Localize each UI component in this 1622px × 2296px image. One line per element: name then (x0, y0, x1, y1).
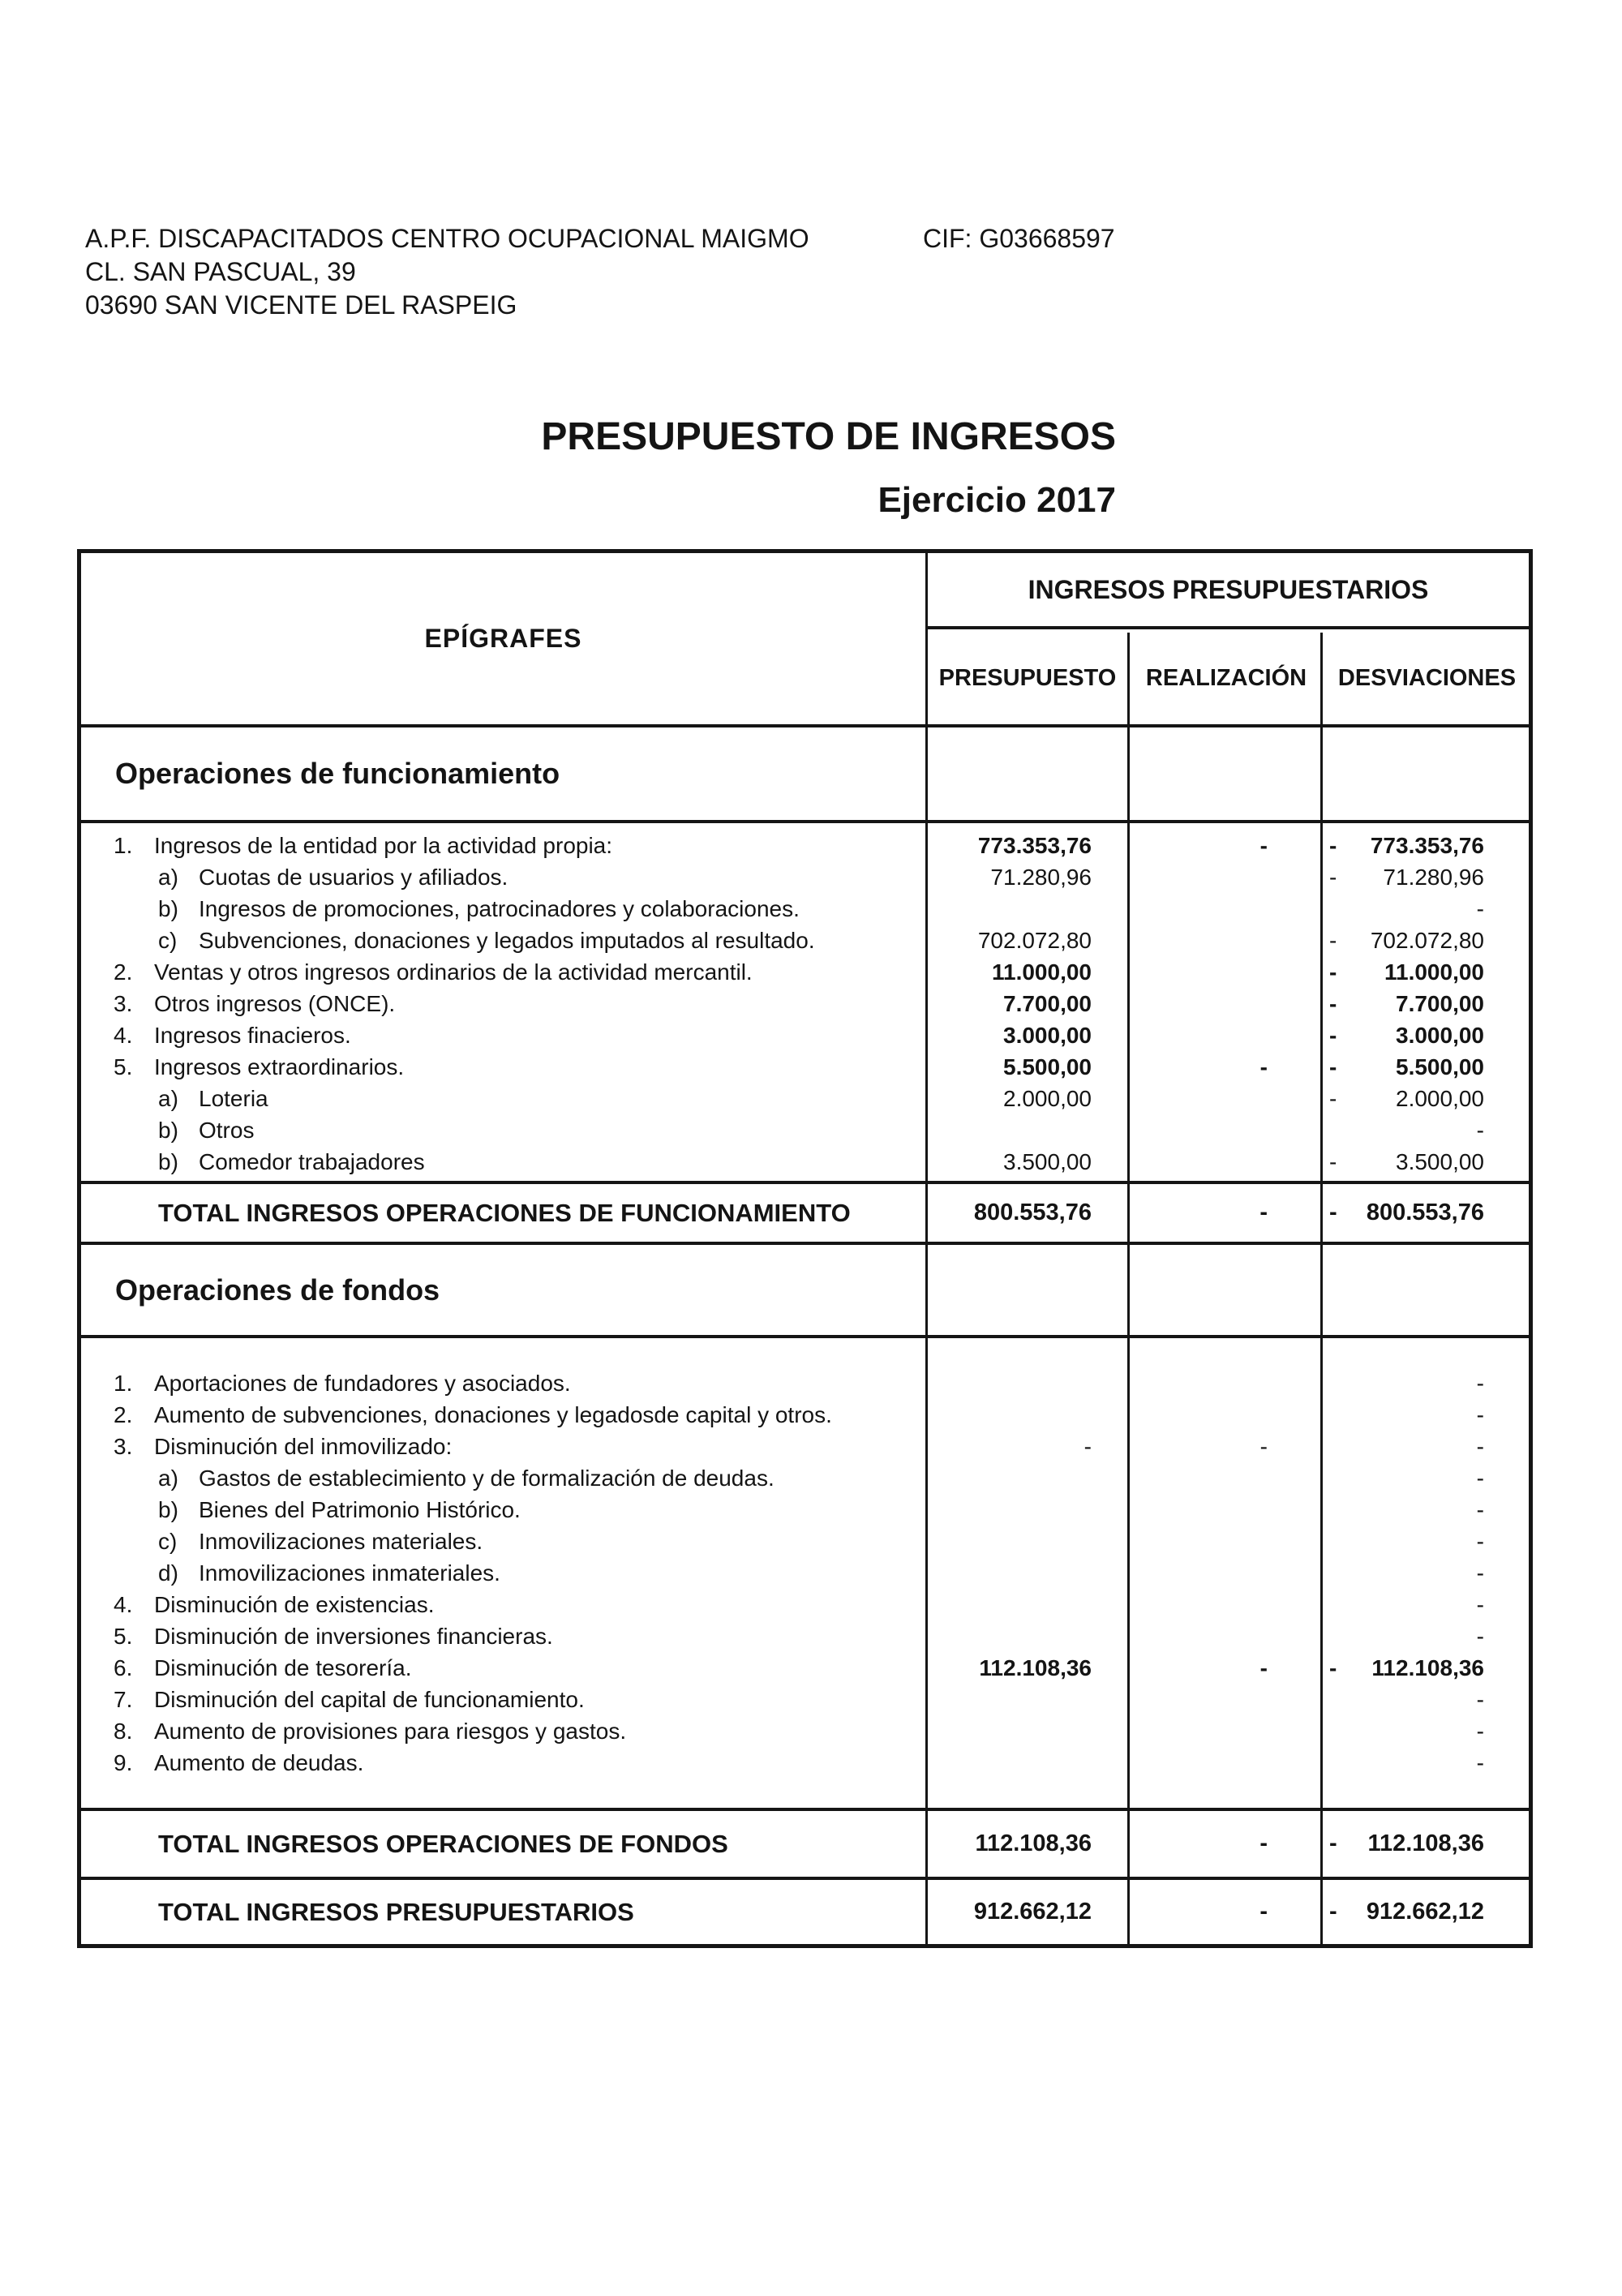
presupuesto-value: - (1083, 1433, 1092, 1459)
cell-epigrafe (81, 1494, 928, 1526)
realizacion-value: - (1259, 1830, 1268, 1856)
desviaciones-value: 3.000,00 (1396, 1022, 1484, 1048)
cell-realizacion (1130, 1083, 1323, 1114)
cell-realizacion (1130, 1051, 1323, 1083)
grand-total-label: TOTAL INGRESOS PRESUPUESTARIOS (158, 1897, 634, 1926)
col-group-header-ingresos-presupuestarios: INGRESOS PRESUPUESTARIOS (928, 553, 1529, 629)
row-label: Disminución de tesorería. (154, 1654, 412, 1680)
row-number: 4. (114, 1591, 133, 1617)
row-number: 5. (114, 1623, 133, 1649)
row-label: Inmovilizaciones inmateriales. (199, 1560, 500, 1586)
desviaciones-dash: - (1329, 990, 1337, 1016)
presupuesto-value: 112.108,36 (975, 1830, 1092, 1856)
total-label: TOTAL INGRESOS OPERACIONES DE FUNCIONAMIENTO (158, 1198, 851, 1227)
cell-epigrafe (81, 1589, 928, 1620)
cell-desviaciones (1323, 1715, 1529, 1747)
total-label: TOTAL INGRESOS OPERACIONES DE FONDOS (158, 1829, 728, 1858)
cell-presupuesto (928, 1184, 1130, 1242)
cell-desviaciones (1323, 1526, 1529, 1557)
cell-desviaciones (1323, 1620, 1529, 1652)
cell-desviaciones (1323, 893, 1529, 925)
row-label: Otros ingresos (ONCE). (154, 990, 396, 1016)
cell-desviaciones (1323, 1083, 1529, 1114)
cell-realizacion (1130, 1880, 1323, 1944)
cell-desviaciones (1323, 1652, 1529, 1684)
cell-realizacion (1130, 1747, 1323, 1779)
table-row (81, 1083, 1529, 1114)
realizacion-value: - (1259, 1899, 1268, 1925)
cell-presupuesto (928, 1051, 1130, 1083)
row-label: Bienes del Patrimonio Histórico. (199, 1496, 521, 1522)
column-divider (925, 1245, 928, 1335)
cell-presupuesto (928, 1146, 1130, 1178)
desviaciones-value: 3.500,00 (1396, 1148, 1484, 1174)
presupuesto-value: 2.000,00 (1003, 1085, 1092, 1111)
cell-epigrafe (81, 1146, 928, 1178)
column-divider (1127, 823, 1130, 1181)
row-number: 5. (114, 1054, 133, 1079)
table-row (81, 1051, 1529, 1083)
table-row (81, 1557, 1529, 1589)
realizacion-value: - (1259, 832, 1268, 858)
cell-presupuesto (928, 956, 1130, 988)
row-number: 7. (114, 1686, 133, 1712)
cell-realizacion (1130, 1114, 1323, 1146)
cell-epigrafe (81, 1367, 928, 1399)
cell-presupuesto (928, 1431, 1130, 1462)
cell-realizacion (1130, 1462, 1323, 1494)
cell-epigrafe (81, 1747, 928, 1779)
desviaciones-value: 112.108,36 (1367, 1830, 1484, 1856)
cell-presupuesto (928, 861, 1130, 893)
cell-realizacion (1130, 988, 1323, 1019)
row-number: c) (158, 1528, 178, 1554)
presupuesto-value: 912.662,12 (973, 1899, 1092, 1925)
row-number: b) (158, 1496, 178, 1522)
desviaciones-value: - (1476, 1370, 1484, 1396)
cell-epigrafe (81, 861, 928, 893)
desviaciones-value: 702.072,80 (1370, 927, 1484, 953)
row-number: 8. (114, 1718, 133, 1744)
row-label: Disminución del inmovilizado: (154, 1433, 453, 1459)
cell-realizacion (1130, 956, 1323, 988)
desviaciones-value: - (1476, 1401, 1484, 1427)
cell-realizacion (1130, 1399, 1323, 1431)
realizacion-value: - (1259, 1199, 1268, 1225)
row-number: 3. (114, 990, 133, 1016)
table-row (81, 1462, 1529, 1494)
cell-epigrafe (81, 988, 928, 1019)
cell-presupuesto (928, 1494, 1130, 1526)
column-divider (1127, 1184, 1130, 1242)
cell-epigrafe (81, 1526, 928, 1557)
row-label: Cuotas de usuarios y afiliados. (199, 864, 508, 890)
cell-presupuesto (928, 830, 1130, 861)
cell-realizacion (1130, 1652, 1323, 1684)
presupuesto-value: 3.500,00 (1003, 1148, 1092, 1174)
table-row (81, 1747, 1529, 1779)
row-label: Disminución del capital de funcionamiento. (154, 1686, 585, 1712)
row-number: 4. (114, 1022, 133, 1048)
desviaciones-value: 912.662,12 (1366, 1899, 1484, 1925)
column-divider (925, 1880, 928, 1944)
row-label: Otros (199, 1117, 255, 1143)
cell-epigrafe (81, 1051, 928, 1083)
cell-desviaciones (1323, 1114, 1529, 1146)
row-number: b) (158, 1148, 178, 1174)
row-label: Ingresos finacieros. (154, 1022, 351, 1048)
table-row (81, 1715, 1529, 1747)
row-label: Aumento de provisiones para riesgos y gastos. (154, 1718, 627, 1744)
desviaciones-value: 112.108,36 (1371, 1654, 1484, 1680)
desviaciones-dash: - (1329, 864, 1337, 890)
row-label: Disminución de inversiones financieras. (154, 1623, 553, 1649)
section-body-block (81, 823, 1529, 1184)
row-label: Subvenciones, donaciones y legados imputados al resultado. (199, 927, 815, 953)
cell-realizacion (1130, 1715, 1323, 1747)
cell-presupuesto (928, 1811, 1130, 1877)
grand-total-row (81, 1880, 1529, 1944)
cell-realizacion (1130, 1019, 1323, 1051)
row-number: 2. (114, 959, 133, 985)
desviaciones-value: - (1476, 1718, 1484, 1744)
desviaciones-value: 773.353,76 (1370, 832, 1484, 858)
section-total-row (81, 1184, 1529, 1245)
col-header-desviaciones: DESVIACIONES (1337, 665, 1517, 691)
table-row (81, 1367, 1529, 1399)
row-label: Ingresos de la entidad por la actividad propia: (154, 832, 613, 858)
section-body-block (81, 1338, 1529, 1811)
row-label: Comedor trabajadores (199, 1148, 425, 1174)
document-title-block (541, 414, 1116, 520)
page-title: PRESUPUESTO DE INGRESOS (541, 415, 1116, 458)
cell-epigrafe (81, 1557, 928, 1589)
section-total-row (81, 1811, 1529, 1880)
cell-presupuesto (928, 925, 1130, 956)
desviaciones-value: - (1476, 1433, 1484, 1459)
row-number: 1. (114, 832, 133, 858)
cell-desviaciones (1323, 1051, 1529, 1083)
row-label: Ingresos de promociones, patrocinadores y colaboraciones. (199, 895, 800, 921)
presupuesto-value: 5.500,00 (1003, 1054, 1092, 1079)
row-label: Ventas y otros ingresos ordinarios de la actividad mercantil. (154, 959, 753, 985)
desviaciones-dash: - (1329, 832, 1337, 858)
page-subtitle: Ejercicio 2017 (878, 480, 1116, 520)
cell-desviaciones (1323, 1399, 1529, 1431)
column-divider (925, 1338, 928, 1808)
cell-realizacion (1130, 1431, 1323, 1462)
table-rows (81, 727, 1529, 1944)
column-divider (1320, 1811, 1323, 1877)
cell-presupuesto (928, 1399, 1130, 1431)
table-row (81, 1684, 1529, 1715)
cell-desviaciones (1323, 1589, 1529, 1620)
cell-epigrafe (81, 956, 928, 988)
cell-realizacion (1130, 1811, 1323, 1877)
table-subheader (928, 633, 1529, 724)
column-divider (1320, 727, 1323, 820)
desviaciones-value: 5.500,00 (1396, 1054, 1484, 1079)
realizacion-value: - (1259, 1654, 1268, 1680)
table-row (81, 1589, 1529, 1620)
column-divider (1320, 633, 1323, 724)
cell-desviaciones (1323, 1367, 1529, 1399)
org-address-street: CL. SAN PASCUAL, 39 (85, 257, 356, 286)
table-row (81, 988, 1529, 1019)
cell-realizacion (1130, 1526, 1323, 1557)
desviaciones-dash: - (1329, 1085, 1337, 1111)
column-divider (1127, 727, 1130, 820)
row-number: d) (158, 1560, 178, 1586)
presupuesto-value: 7.700,00 (1003, 990, 1092, 1016)
cell-presupuesto (928, 1462, 1130, 1494)
cell-presupuesto (928, 988, 1130, 1019)
cell-desviaciones (1323, 1747, 1529, 1779)
column-divider (1127, 633, 1130, 724)
desviaciones-value: 7.700,00 (1396, 990, 1484, 1016)
letterhead-line-1 (85, 222, 1115, 255)
row-number: 3. (114, 1433, 133, 1459)
cell-presupuesto (928, 1620, 1130, 1652)
cell-epigrafe (81, 1684, 928, 1715)
section-title: Operaciones de fondos (115, 1272, 440, 1307)
row-number: 2. (114, 1401, 133, 1427)
row-label: Gastos de establecimiento y de formalización de deudas. (199, 1465, 775, 1491)
cell-epigrafe (81, 1620, 928, 1652)
cell-presupuesto (928, 1747, 1130, 1779)
table-row (81, 1620, 1529, 1652)
row-label: Disminución de existencias. (154, 1591, 435, 1617)
cell-realizacion (1130, 1557, 1323, 1589)
cell-presupuesto (928, 1557, 1130, 1589)
cell-epigrafe (81, 1083, 928, 1114)
cell-desviaciones (1323, 830, 1529, 861)
presupuesto-value: 3.000,00 (1003, 1022, 1092, 1048)
desviaciones-dash: - (1329, 1654, 1337, 1680)
cell-desviaciones (1323, 1811, 1529, 1877)
cell-desviaciones (1323, 956, 1529, 988)
desviaciones-value: 2.000,00 (1396, 1085, 1484, 1111)
row-label: Aumento de subvenciones, donaciones y legadosde capital y otros. (154, 1401, 832, 1427)
row-number: 1. (114, 1370, 133, 1396)
desviaciones-dash: - (1329, 927, 1337, 953)
presupuesto-value: 112.108,36 (979, 1654, 1092, 1680)
row-label: Ingresos extraordinarios. (154, 1054, 405, 1079)
table-row (81, 925, 1529, 956)
desviaciones-value: - (1476, 1686, 1484, 1712)
cell-desviaciones (1323, 1494, 1529, 1526)
desviaciones-value: - (1476, 1117, 1484, 1143)
row-number: b) (158, 1117, 178, 1143)
cell-presupuesto (928, 1652, 1130, 1684)
desviaciones-dash: - (1329, 1199, 1337, 1225)
cell-realizacion (1130, 1367, 1323, 1399)
row-number: a) (158, 1085, 178, 1111)
column-divider (1127, 1338, 1130, 1808)
cell-epigrafe (81, 1652, 928, 1684)
desviaciones-dash: - (1329, 1022, 1337, 1048)
cell-desviaciones (1323, 1880, 1529, 1944)
cell-presupuesto (928, 1367, 1130, 1399)
row-label: Aportaciones de fundadores y asociados. (154, 1370, 571, 1396)
cell-presupuesto (928, 1019, 1130, 1051)
cell-epigrafe (81, 1114, 928, 1146)
desviaciones-value: 800.553,76 (1366, 1199, 1484, 1225)
column-divider (1320, 1880, 1323, 1944)
cell-realizacion (1130, 1589, 1323, 1620)
cell-presupuesto (928, 1715, 1130, 1747)
table-row (81, 830, 1529, 861)
col-header-realizacion: REALIZACIÓN (1145, 665, 1307, 691)
cell-desviaciones (1323, 1146, 1529, 1178)
table-row (81, 956, 1529, 988)
desviaciones-value: - (1476, 1749, 1484, 1775)
cell-realizacion (1130, 893, 1323, 925)
row-label: Loteria (199, 1085, 268, 1111)
budget-table (77, 549, 1533, 1948)
cell-presupuesto (928, 1526, 1130, 1557)
cell-realizacion (1130, 1146, 1323, 1178)
desviaciones-value: - (1476, 1496, 1484, 1522)
cell-epigrafe (81, 830, 928, 861)
cell-desviaciones (1323, 988, 1529, 1019)
realizacion-value: - (1259, 1054, 1268, 1079)
cell-desviaciones (1323, 1431, 1529, 1462)
table-row (81, 1526, 1529, 1557)
col-header-presupuesto: PRESUPUESTO (938, 665, 1117, 691)
desviaciones-dash: - (1329, 1899, 1337, 1925)
cell-epigrafe (81, 1019, 928, 1051)
desviaciones-dash: - (1329, 1054, 1337, 1079)
column-divider (1127, 1880, 1130, 1944)
column-divider (1320, 1338, 1323, 1808)
presupuesto-value: 702.072,80 (977, 927, 1092, 953)
desviaciones-value: - (1476, 895, 1484, 921)
cell-realizacion (1130, 861, 1323, 893)
cell-realizacion (1130, 1184, 1323, 1242)
row-number: b) (158, 895, 178, 921)
cell-epigrafe (81, 893, 928, 925)
desviaciones-value: - (1476, 1465, 1484, 1491)
column-divider (925, 823, 928, 1181)
column-divider (1127, 1245, 1130, 1335)
table-row (81, 1494, 1529, 1526)
cell-presupuesto (928, 1589, 1130, 1620)
table-row (81, 1431, 1529, 1462)
column-divider (1320, 823, 1323, 1181)
presupuesto-value: 71.280,96 (990, 864, 1092, 890)
desviaciones-dash: - (1329, 1148, 1337, 1174)
row-number: 9. (114, 1749, 133, 1775)
desviaciones-dash: - (1329, 1830, 1337, 1856)
org-cif: CIF: G03668597 (923, 224, 1115, 253)
table-row (81, 1146, 1529, 1178)
desviaciones-value: - (1476, 1528, 1484, 1554)
cell-desviaciones (1323, 861, 1529, 893)
row-number: a) (158, 864, 178, 890)
table-row (81, 1019, 1529, 1051)
table-header (81, 553, 1529, 727)
column-divider (925, 1811, 928, 1877)
cell-desviaciones (1323, 1557, 1529, 1589)
cell-epigrafe (81, 925, 928, 956)
row-label: Inmovilizaciones materiales. (199, 1528, 483, 1554)
column-divider (1320, 1184, 1323, 1242)
cell-realizacion (1130, 1494, 1323, 1526)
table-row (81, 861, 1529, 893)
cell-desviaciones (1323, 1184, 1529, 1242)
cell-epigrafe (81, 1462, 928, 1494)
column-divider (1320, 1245, 1323, 1335)
col-header-epigrafes: EPÍGRAFES (424, 624, 582, 653)
presupuesto-value: 773.353,76 (977, 832, 1092, 858)
table-row (81, 1652, 1529, 1684)
row-number: a) (158, 1465, 178, 1491)
table-row (81, 1399, 1529, 1431)
cell-desviaciones (1323, 1684, 1529, 1715)
desviaciones-value: - (1476, 1560, 1484, 1586)
cell-presupuesto (928, 1114, 1130, 1146)
cell-presupuesto (928, 1083, 1130, 1114)
org-name: A.P.F. DISCAPACITADOS CENTRO OCUPACIONAL MAIGMO (85, 224, 809, 253)
presupuesto-value: 800.553,76 (973, 1199, 1092, 1225)
presupuesto-value: 11.000,00 (991, 959, 1092, 985)
desviaciones-value: - (1476, 1623, 1484, 1649)
cell-desviaciones (1323, 1462, 1529, 1494)
cell-presupuesto (928, 1880, 1130, 1944)
cell-epigrafe (81, 1399, 928, 1431)
column-divider (925, 727, 928, 820)
desviaciones-value: - (1476, 1591, 1484, 1617)
desviaciones-value: 11.000,00 (1384, 959, 1484, 985)
cell-presupuesto (928, 1684, 1130, 1715)
cell-desviaciones (1323, 925, 1529, 956)
desviaciones-value: 71.280,96 (1383, 864, 1484, 890)
cell-realizacion (1130, 830, 1323, 861)
row-number: c) (158, 927, 178, 953)
table-row (81, 893, 1529, 925)
section-title: Operaciones de funcionamiento (115, 757, 560, 790)
cell-desviaciones (1323, 1019, 1529, 1051)
cell-realizacion (1130, 925, 1323, 956)
column-divider (925, 1184, 928, 1242)
row-number: 6. (114, 1654, 133, 1680)
org-address-city: 03690 SAN VICENTE DEL RASPEIG (85, 290, 517, 320)
cell-epigrafe (81, 1715, 928, 1747)
cell-presupuesto (928, 893, 1130, 925)
cell-epigrafe (81, 1431, 928, 1462)
table-row (81, 1114, 1529, 1146)
section-header-row (81, 1245, 1529, 1338)
desviaciones-dash: - (1329, 959, 1337, 985)
letterhead (85, 222, 1115, 322)
cell-realizacion (1130, 1684, 1323, 1715)
realizacion-value: - (1259, 1433, 1268, 1459)
column-divider (1127, 1811, 1130, 1877)
section-header-row (81, 727, 1529, 823)
cell-realizacion (1130, 1620, 1323, 1652)
row-label: Aumento de deudas. (154, 1749, 364, 1775)
column-divider (925, 553, 928, 724)
